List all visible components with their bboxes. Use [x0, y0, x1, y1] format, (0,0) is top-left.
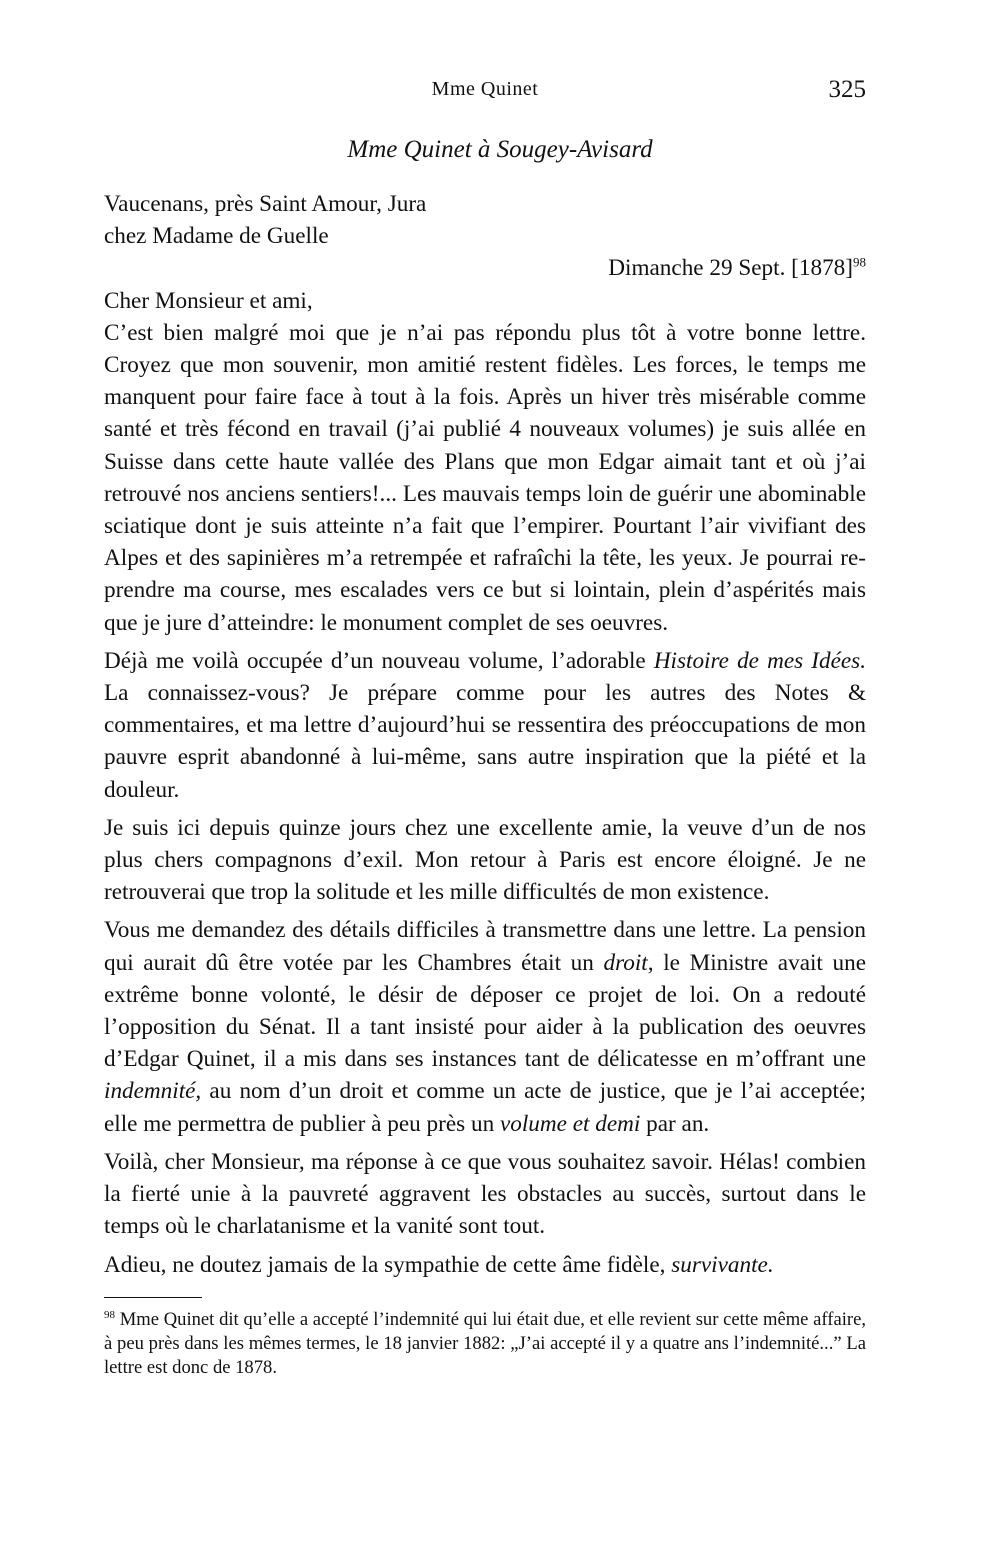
book-title: Histoire de mes Idées.	[653, 647, 866, 674]
address-line-1: Vaucenans, près Saint Amour, Jura	[104, 191, 427, 217]
paragraph-2-text-b: La connaissez-vous? Je prépare comme pour les autres des Notes & commentaires, et ma lettre d’aujourd’hui se ressentira des préoccupations de mon pauvre esprit abandonné à lui-même, sans autre inspiration que la piété et la douleur.	[104, 680, 866, 803]
page	[104, 72, 866, 1380]
footnote-text: Mme Quinet dit qu’elle a accepté l’indemnité qui lui était due, et elle revient sur cette même affaire, à peu près dans les mêmes termes, le 18 janvier 1882: „J’ai accepté il y a quatre ans l’indemnité...” La lettre est donc de 1878.	[104, 1308, 866, 1378]
salutation: Cher Monsieur et ami,	[104, 287, 313, 314]
paragraph-2-text-a: Déjà me voilà occupée d’un nouveau volume, l’adorable	[104, 647, 654, 674]
footnote-marker: 98	[104, 1308, 115, 1321]
paragraph-5: Voilà, cher Monsieur, ma réponse à ce que vous souhaitez savoir. Hélas! combien la fierté unie à la pauvreté aggravent les obstacles au succès, surtout dans le temps où le charlatanisme et la vanité sont tout.	[104, 1148, 866, 1240]
date-text: Dimanche 29 Sept. [1878]	[608, 255, 853, 282]
paragraph-1: C’est bien malgré moi que je n’ai pas répondu plus tôt à votre bonne lettre. Croyez que mon souvenir, mon amitié restent fidèles. Les forces, le temps me manquent pour faire face à tout à la fois. Après un hiver très misérable comme santé et très fécond en travail (j’ai publié 4 nouveaux volumes) je suis allée en Suisse dans cette haute vallée des Plans que mon Edgar aimait tant et où j’ai retrouvé nos anciens sentiers!... Les mauvais temps loin de guérir une abominable sciatique dont je suis atteinte n’a fait que l’empirer. Pourtant l’air vivifiant des Alpes et des sapinières m’a retrempée et rafraîchi la tête, les yeux. Je pourrai reprendre ma course, mes escalades vers ce but si lointain, plein d’aspérités mais que je jure d’atteindre: le monument complet de ses oeuvres.	[104, 319, 866, 636]
running-title: Mme Quinet	[431, 78, 539, 100]
footnote-divider	[104, 1297, 202, 1298]
paragraph-3: Je suis ici depuis quinze jours chez une excellente amie, la veuve d’un de nos plus chers compagnons d’exil. Mon retour à Paris est encore éloigné. Je ne retrouverai que trop la solitude et les mille difficultés de mon existence.	[104, 814, 866, 906]
running-header	[104, 72, 866, 112]
emphasis-survivante: survivante.	[671, 1251, 774, 1278]
emphasis-volume: volume et demi	[499, 1110, 641, 1137]
emphasis-droit: droit,	[603, 949, 654, 976]
paragraph-4-text-c: au nom d’un droit et comme un acte de justice, que je l’ai acceptée; elle me permettra de publier à peu près un	[104, 1078, 866, 1137]
paragraph-4-text-a: Vous me demandez des détails difficiles à transmettre dans une lettre. La pension qui aurait dû être votée par les Chambres était un	[104, 917, 866, 976]
date-line	[104, 252, 866, 284]
address-line-2: chez Madame de Guelle	[104, 223, 329, 250]
paragraph-4-text-b: le Ministre avait une extrême bonne volonté, le désir de déposer ce projet de loi. On a redouté l’opposition du Sénat. Il a tant insisté pour aider à la publication des oeuvres d’Edgar Quinet, il a mis dans ses instances tant de délicatesse en m’offrant une	[104, 949, 866, 1073]
paragraph-4	[104, 914, 866, 1139]
page-number: 325	[828, 76, 866, 103]
letter-heading: Mme Quinet à Sougey-Avisard	[347, 136, 653, 163]
footnote	[104, 1308, 866, 1380]
emphasis-indemnite: indemnité,	[104, 1078, 202, 1105]
paragraph-2	[104, 645, 866, 806]
paragraph-6-text: Adieu, ne doutez jamais de la sympathie de cette âme fidèle,	[104, 1251, 672, 1278]
paragraph-6	[104, 1249, 866, 1281]
letter-body	[104, 188, 866, 1281]
paragraph-4-text-d: par an.	[640, 1110, 710, 1137]
footnote-reference: 98	[853, 254, 866, 270]
